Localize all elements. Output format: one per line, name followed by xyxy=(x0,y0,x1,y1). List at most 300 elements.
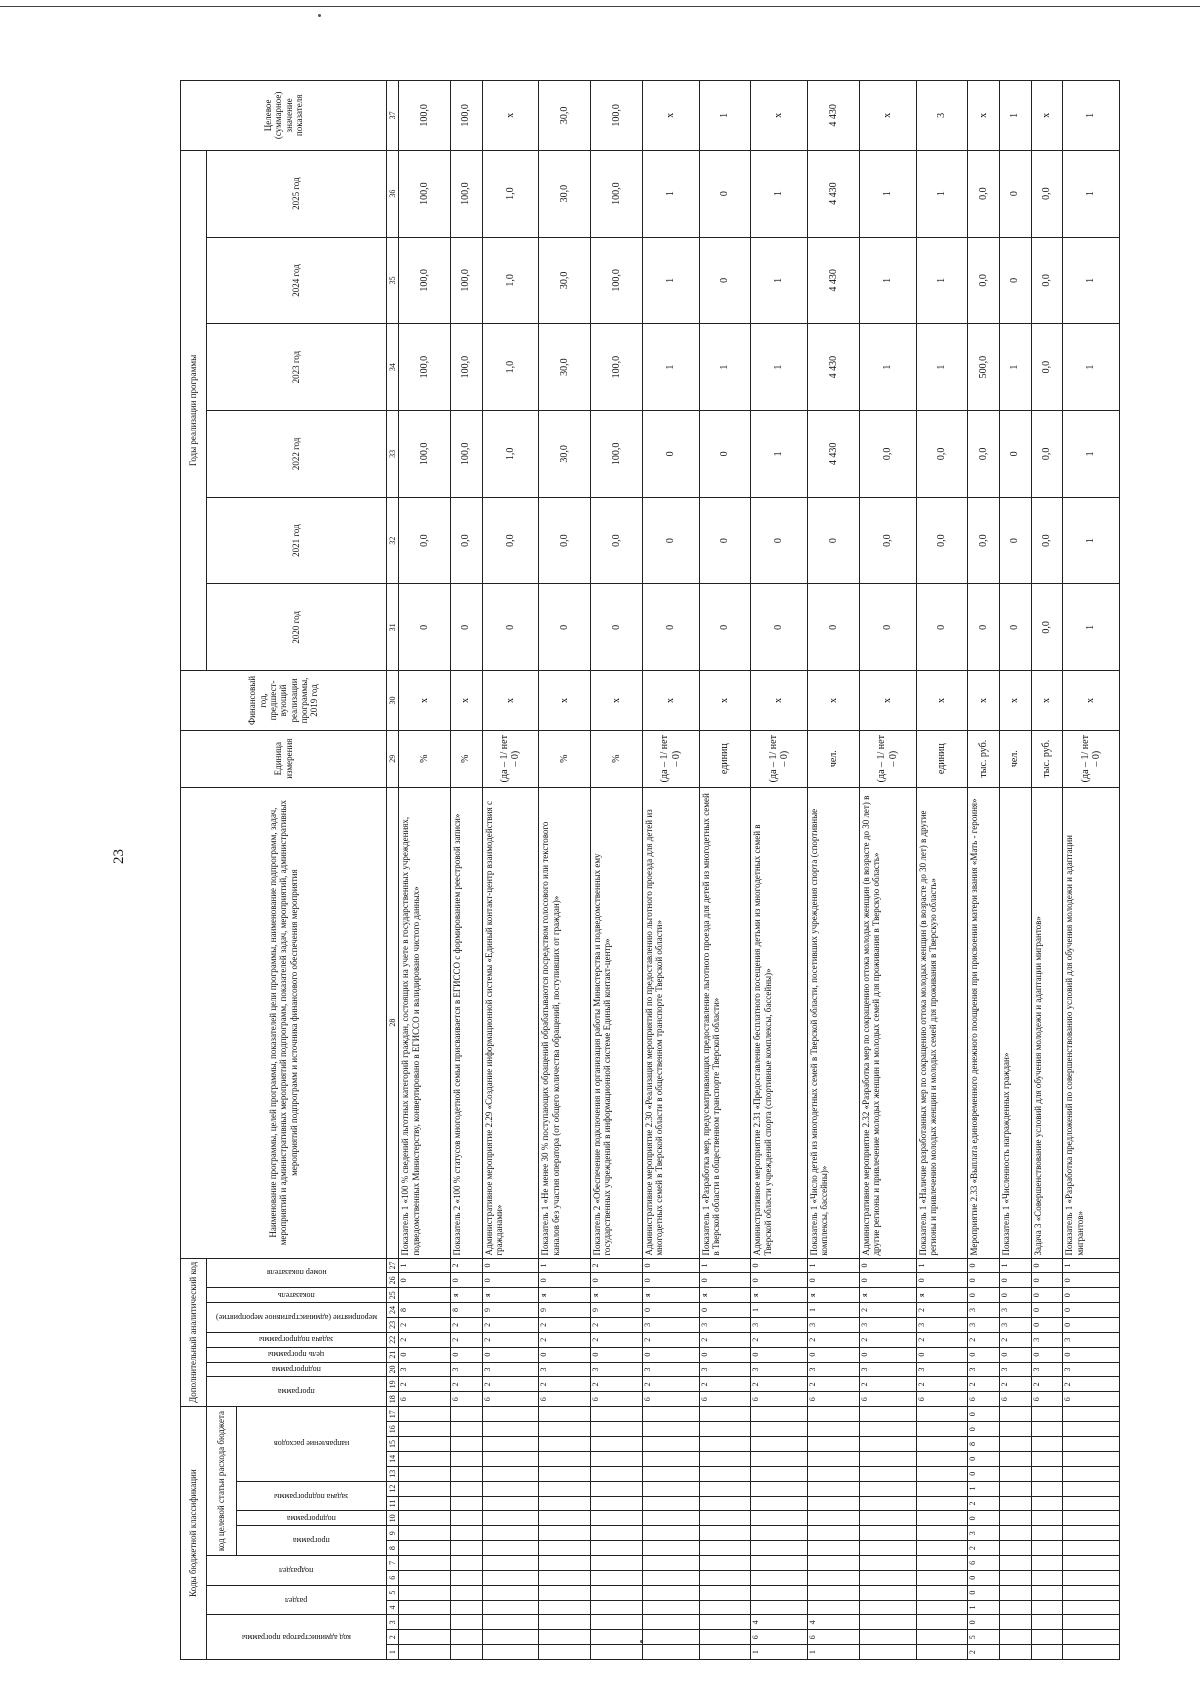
code-digit xyxy=(642,1496,699,1511)
code-digit xyxy=(859,1451,916,1466)
row-year-value: 0,0 xyxy=(859,411,916,498)
row-2019: х xyxy=(539,671,591,730)
code-digit xyxy=(1031,1645,1063,1660)
code-digit: 0 xyxy=(968,1570,1000,1585)
code-digit xyxy=(399,1451,451,1466)
column-number: 7 xyxy=(387,1555,399,1570)
code-digit xyxy=(482,1481,539,1496)
code-digit: 3 xyxy=(1031,1362,1063,1377)
code-digit xyxy=(642,1407,699,1422)
code-digit: 0 xyxy=(642,1273,699,1288)
row-year-value: 0 xyxy=(808,497,860,584)
row-unit: (да – 1/ нет – 0) xyxy=(751,730,808,787)
code-digit xyxy=(642,1570,699,1585)
code-digit: 0 xyxy=(699,1273,751,1288)
target-task-header-text: задача подпрограммы xyxy=(274,1491,349,1501)
code-digit xyxy=(808,1541,860,1556)
code-digit xyxy=(450,1555,482,1570)
code-digit xyxy=(642,1481,699,1496)
code-digit xyxy=(699,1496,751,1511)
code-digit: 0 xyxy=(482,1347,539,1362)
row-year-value: 1 xyxy=(1063,324,1120,411)
table-row xyxy=(539,81,591,1660)
code-digit xyxy=(642,1630,699,1645)
table-row xyxy=(699,81,751,1660)
code-digit: 0 xyxy=(999,1273,1031,1288)
code-digit: 2 xyxy=(399,1317,451,1332)
code-digit xyxy=(999,1585,1031,1600)
code-digit: 2 xyxy=(859,1332,916,1347)
row-description: Задача 3 «Совершенствование условий для обучения молодежи и адаптации мигрантов» xyxy=(1031,787,1063,1258)
code-digit xyxy=(591,1615,643,1630)
code-digit: 6 xyxy=(591,1392,643,1407)
row-unit: тыс. руб. xyxy=(1031,730,1063,787)
row-year-value: 0 xyxy=(916,584,968,671)
row-year-value: 100,0 xyxy=(450,324,482,411)
code-digit xyxy=(916,1645,968,1660)
row-unit: % xyxy=(399,730,451,787)
code-digit xyxy=(539,1481,591,1496)
code-digit xyxy=(999,1645,1031,1660)
code-digit xyxy=(450,1496,482,1511)
code-digit: 0 xyxy=(591,1273,643,1288)
column-number: 18 xyxy=(387,1392,399,1407)
row-year-value: 100,0 xyxy=(591,237,643,324)
code-digit xyxy=(1031,1570,1063,1585)
code-digit xyxy=(808,1437,860,1452)
code-digit: 0 xyxy=(642,1258,699,1273)
code-digit xyxy=(450,1481,482,1496)
code-digit xyxy=(859,1496,916,1511)
add-event-header-text: задача подпрограммы xyxy=(259,1335,334,1345)
code-digit xyxy=(642,1466,699,1481)
name-header: Наименование программы, целей программы, показателей цели программы, наименование подпрограмм, задач, мероприятий и административных мероприятий подпрограмм, показателей задач, мероприятий, административных мероприятий подпрограмм и источника финансового обеспечения мероприятия xyxy=(181,787,387,1258)
code-digit xyxy=(591,1526,643,1541)
admin-code-header xyxy=(207,1615,387,1660)
code-digit: 0 xyxy=(1063,1347,1120,1362)
code-digit: 2 xyxy=(999,1377,1031,1392)
row-year-value: 100,0 xyxy=(591,411,643,498)
row-description: Показатель 1 «Численность награжденных граждан» xyxy=(999,787,1031,1258)
code-digit xyxy=(916,1600,968,1615)
code-digit xyxy=(450,1451,482,1466)
row-year-value: 0 xyxy=(482,584,539,671)
row-year-value: 1 xyxy=(1063,584,1120,671)
code-digit: 3 xyxy=(968,1526,1000,1541)
code-digit xyxy=(916,1541,968,1556)
row-year-value: 100,0 xyxy=(399,150,451,237)
code-digit xyxy=(1031,1437,1063,1452)
code-digit xyxy=(751,1437,808,1452)
row-year-value: 4 430 xyxy=(808,411,860,498)
code-digit xyxy=(539,1466,591,1481)
code-digit: 0 xyxy=(1031,1303,1063,1318)
row-year-value: 0 xyxy=(699,584,751,671)
row-year-value: 0 xyxy=(450,584,482,671)
code-digit xyxy=(699,1600,751,1615)
row-year-value: 1 xyxy=(916,237,968,324)
code-digit: 2 xyxy=(1031,1377,1063,1392)
code-digit: 2 xyxy=(859,1303,916,1318)
code-digit xyxy=(808,1466,860,1481)
code-digit xyxy=(482,1630,539,1645)
code-digit xyxy=(642,1645,699,1660)
code-digit: 2 xyxy=(482,1317,539,1332)
code-digit: 3 xyxy=(642,1362,699,1377)
code-digit: 0 xyxy=(642,1303,699,1318)
code-digit xyxy=(699,1526,751,1541)
code-digit: 6 xyxy=(1063,1392,1120,1407)
row-year-value: 1,0 xyxy=(482,411,539,498)
row-year-value: 1 xyxy=(916,324,968,411)
code-digit: 0 xyxy=(916,1273,968,1288)
code-digit: 3 xyxy=(808,1362,860,1377)
add-subprogram-header xyxy=(207,1362,387,1377)
row-year-value: 1 xyxy=(859,324,916,411)
code-digit xyxy=(916,1437,968,1452)
target-task-header xyxy=(237,1481,387,1511)
row-2019: х xyxy=(968,671,1000,730)
row-year-value: 0,0 xyxy=(1031,411,1063,498)
code-digit: 3 xyxy=(808,1317,860,1332)
code-digit: 0 xyxy=(859,1258,916,1273)
code-digit: 0 xyxy=(968,1466,1000,1481)
column-number: 30 xyxy=(387,671,399,730)
column-number: 27 xyxy=(387,1258,399,1273)
code-digit: 0 xyxy=(1031,1347,1063,1362)
row-2019: х xyxy=(808,671,860,730)
code-digit: 2 xyxy=(699,1377,751,1392)
code-digit xyxy=(999,1466,1031,1481)
code-digit xyxy=(808,1526,860,1541)
code-digit xyxy=(699,1645,751,1660)
code-digit: 2 xyxy=(751,1332,808,1347)
code-digit xyxy=(399,1570,451,1585)
target-subprogram-header-text: подпрограмма xyxy=(287,1513,336,1523)
code-digit xyxy=(591,1466,643,1481)
code-digit xyxy=(859,1630,916,1645)
section-header xyxy=(207,1585,387,1615)
code-digit: 1 xyxy=(751,1645,808,1660)
table-row xyxy=(591,81,643,1660)
code-digit xyxy=(1031,1466,1063,1481)
row-year-value: 0 xyxy=(591,584,643,671)
code-digit xyxy=(1063,1437,1120,1452)
code-digit xyxy=(751,1407,808,1422)
row-year-value: 1 xyxy=(999,324,1031,411)
row-unit: (да – 1/ нет – 0) xyxy=(642,730,699,787)
code-digit xyxy=(482,1422,539,1437)
code-digit xyxy=(1063,1496,1120,1511)
target-program-header xyxy=(237,1526,387,1556)
code-digit: 2 xyxy=(591,1377,643,1392)
code-digit xyxy=(1063,1541,1120,1556)
code-digit xyxy=(539,1496,591,1511)
code-digit: 2 xyxy=(699,1332,751,1347)
row-year-value: 0,0 xyxy=(482,497,539,584)
code-digit: 8 xyxy=(450,1303,482,1318)
row-year-value: 0 xyxy=(642,584,699,671)
code-digit: я xyxy=(642,1288,699,1303)
code-digit: 2 xyxy=(399,1377,451,1392)
code-digit xyxy=(450,1407,482,1422)
row-description: Показатель 1 «Наличие разработанных мер по сокращению оттока молодых женщин (в возрасте до 30 лет) в другие регионы и привлечению молодых женщин и молодых семей для проживания в Тверскую область» xyxy=(916,787,968,1258)
row-year-value: 0 xyxy=(999,150,1031,237)
code-digit xyxy=(699,1630,751,1645)
code-digit xyxy=(916,1496,968,1511)
target-direction-header xyxy=(237,1407,387,1482)
code-digit: 4 xyxy=(751,1615,808,1630)
code-digit: 3 xyxy=(999,1303,1031,1318)
code-digit: 3 xyxy=(999,1317,1031,1332)
code-digit: 0 xyxy=(1031,1288,1063,1303)
row-year-value: 0 xyxy=(699,411,751,498)
code-digit xyxy=(591,1585,643,1600)
code-digit: 0 xyxy=(751,1347,808,1362)
code-digit xyxy=(751,1526,808,1541)
code-digit xyxy=(859,1511,916,1526)
code-digit xyxy=(916,1555,968,1570)
column-number: 28 xyxy=(387,787,399,1258)
code-digit: 2 xyxy=(591,1258,643,1273)
code-digit xyxy=(591,1630,643,1645)
code-digit xyxy=(399,1437,451,1452)
row-year-value: 30,0 xyxy=(539,324,591,411)
code-digit: 1 xyxy=(968,1481,1000,1496)
row-year-value: 1 xyxy=(751,150,808,237)
table-row xyxy=(916,81,968,1660)
code-digit xyxy=(1063,1570,1120,1585)
row-year-value: 0 xyxy=(999,584,1031,671)
code-digit xyxy=(450,1437,482,1452)
code-digit: 2 xyxy=(450,1332,482,1347)
row-year-value: 4 430 xyxy=(808,324,860,411)
code-digit: 1 xyxy=(808,1645,860,1660)
row-year-value: 1 xyxy=(642,150,699,237)
code-digit xyxy=(399,1645,451,1660)
column-number: 29 xyxy=(387,730,399,787)
code-digit xyxy=(999,1422,1031,1437)
code-digit xyxy=(859,1466,916,1481)
code-digit xyxy=(999,1481,1031,1496)
code-digit xyxy=(482,1570,539,1585)
code-digit: 2 xyxy=(968,1377,1000,1392)
code-digit: я xyxy=(916,1288,968,1303)
code-digit xyxy=(916,1407,968,1422)
years-header: Годы реализации программы xyxy=(181,150,207,670)
code-digit xyxy=(916,1481,968,1496)
row-description: Показатель 2 «Обеспечение подключения и организация работы Министерства и подведомственных ему государственных учреждений в информационной системе Единый контакт-центр» xyxy=(591,787,643,1258)
row-unit: чел. xyxy=(808,730,860,787)
row-year-value: 100,0 xyxy=(450,411,482,498)
column-number: 32 xyxy=(387,497,399,584)
code-digit: 6 xyxy=(450,1392,482,1407)
additional-code-header: Дополнительный аналитический код xyxy=(181,1258,207,1407)
code-digit xyxy=(1031,1526,1063,1541)
target-header: Целевое (суммарное) значение показателя xyxy=(181,81,387,151)
code-digit xyxy=(859,1481,916,1496)
code-digit xyxy=(751,1541,808,1556)
code-digit: 2 xyxy=(916,1332,968,1347)
code-digit xyxy=(642,1615,699,1630)
code-digit: 0 xyxy=(1063,1317,1120,1332)
subsection-header-text: подраздел xyxy=(279,1565,314,1575)
code-digit xyxy=(1031,1422,1063,1437)
code-digit xyxy=(399,1422,451,1437)
code-digit xyxy=(916,1422,968,1437)
table-row xyxy=(968,81,1000,1660)
row-target: 100,0 xyxy=(399,81,451,151)
code-digit: я xyxy=(699,1288,751,1303)
code-digit xyxy=(539,1541,591,1556)
code-digit xyxy=(539,1585,591,1600)
row-year-value: 1 xyxy=(1063,411,1120,498)
code-digit xyxy=(591,1451,643,1466)
code-digit xyxy=(999,1630,1031,1645)
code-digit xyxy=(482,1437,539,1452)
code-digit xyxy=(642,1422,699,1437)
code-digit xyxy=(591,1407,643,1422)
column-number: 1 xyxy=(387,1645,399,1660)
code-digit xyxy=(591,1555,643,1570)
column-number: 36 xyxy=(387,150,399,237)
code-digit xyxy=(482,1511,539,1526)
code-digit xyxy=(1063,1585,1120,1600)
row-year-value: 0,0 xyxy=(916,497,968,584)
column-number: 13 xyxy=(387,1466,399,1481)
subsection-header xyxy=(207,1555,387,1585)
code-digit xyxy=(751,1422,808,1437)
code-digit xyxy=(482,1645,539,1660)
scan-speck xyxy=(318,14,321,17)
row-description: Показатель 1 «Разработка предложений по совершенствованию условий для обучения молодежи и адаптации мигрантов» xyxy=(1063,787,1120,1258)
unit-header: Единица измерения xyxy=(181,730,387,787)
code-digit xyxy=(699,1615,751,1630)
code-digit: 2 xyxy=(539,1377,591,1392)
code-digit: 6 xyxy=(699,1392,751,1407)
column-number: 9 xyxy=(387,1526,399,1541)
row-year-value: 1 xyxy=(751,411,808,498)
code-digit xyxy=(1031,1615,1063,1630)
column-number: 6 xyxy=(387,1570,399,1585)
code-digit xyxy=(450,1630,482,1645)
code-digit xyxy=(808,1451,860,1466)
row-year-value: 0 xyxy=(642,497,699,584)
code-digit: 0 xyxy=(399,1273,451,1288)
code-digit xyxy=(808,1600,860,1615)
code-digit xyxy=(539,1570,591,1585)
code-digit: 8 xyxy=(968,1437,1000,1452)
code-digit xyxy=(539,1600,591,1615)
row-description: Показатель 1 «Не менее 30 % поступающих обращений обрабатываются посредством голосового или текстового каналов без участия оператора (от общего количества обращений, поступивших от граждан)» xyxy=(539,787,591,1258)
row-2019: х xyxy=(482,671,539,730)
code-digit: 6 xyxy=(968,1392,1000,1407)
code-digit: 0 xyxy=(968,1615,1000,1630)
code-digit xyxy=(399,1615,451,1630)
column-number: 14 xyxy=(387,1451,399,1466)
row-year-value: 100,0 xyxy=(591,150,643,237)
column-number: 35 xyxy=(387,237,399,324)
code-digit xyxy=(539,1511,591,1526)
code-digit xyxy=(399,1630,451,1645)
code-digit xyxy=(999,1511,1031,1526)
code-digit: 3 xyxy=(751,1362,808,1377)
code-digit xyxy=(751,1570,808,1585)
code-digit: 0 xyxy=(968,1273,1000,1288)
table-row xyxy=(859,81,916,1660)
code-digit: 3 xyxy=(450,1362,482,1377)
code-digit: 6 xyxy=(808,1630,860,1645)
row-year-value: 500,0 xyxy=(968,324,1000,411)
code-digit: 2 xyxy=(399,1332,451,1347)
row-year-value: 0 xyxy=(751,497,808,584)
row-year-value: 0,0 xyxy=(859,497,916,584)
add-type-header xyxy=(207,1288,387,1303)
code-digit xyxy=(539,1422,591,1437)
code-digit: 0 xyxy=(699,1303,751,1318)
page-number: 23 xyxy=(111,849,127,864)
code-digit: 3 xyxy=(1031,1332,1063,1347)
code-digit xyxy=(1031,1407,1063,1422)
code-digit xyxy=(859,1555,916,1570)
row-target: 100,0 xyxy=(450,81,482,151)
code-digit xyxy=(1063,1422,1120,1437)
code-digit: 9 xyxy=(482,1303,539,1318)
row-target: 1 xyxy=(999,81,1031,151)
code-digit: 0 xyxy=(1031,1258,1063,1273)
code-digit xyxy=(1063,1451,1120,1466)
program-indicators-table xyxy=(180,80,1120,1660)
row-2019: х xyxy=(751,671,808,730)
row-target: 100,0 xyxy=(591,81,643,151)
code-digit: 2 xyxy=(859,1377,916,1392)
add-event-header xyxy=(207,1332,387,1347)
year-header-2024: 2024 год xyxy=(207,237,387,324)
code-digit: 0 xyxy=(482,1258,539,1273)
add-subprogram-header-text: подпрограмма xyxy=(272,1365,321,1375)
code-digit xyxy=(591,1437,643,1452)
row-unit: тыс. руб. xyxy=(968,730,1000,787)
row-2019: х xyxy=(999,671,1031,730)
row-year-value: 0,0 xyxy=(539,497,591,584)
code-digit xyxy=(999,1600,1031,1615)
code-digit xyxy=(399,1526,451,1541)
column-number: 37 xyxy=(387,81,399,151)
code-digit xyxy=(642,1451,699,1466)
code-digit xyxy=(450,1585,482,1600)
code-digit: 3 xyxy=(859,1362,916,1377)
code-digit xyxy=(482,1451,539,1466)
code-digit xyxy=(1063,1511,1120,1526)
code-digit: 3 xyxy=(591,1362,643,1377)
table-row xyxy=(808,81,860,1660)
code-digit: 0 xyxy=(916,1347,968,1362)
add-task-header xyxy=(207,1347,387,1362)
target-program-header-text: программа xyxy=(293,1536,330,1546)
code-digit xyxy=(450,1615,482,1630)
code-digit xyxy=(482,1541,539,1556)
code-digit xyxy=(399,1585,451,1600)
code-digit: 3 xyxy=(1063,1332,1120,1347)
code-digit: я xyxy=(482,1288,539,1303)
code-digit xyxy=(808,1555,860,1570)
code-digit xyxy=(539,1437,591,1452)
column-number: 17 xyxy=(387,1407,399,1422)
row-year-value: 100,0 xyxy=(399,411,451,498)
row-description: Показатель 1 «Число детей из многодетных семей в Тверской области, посетивших учреждения спорта (спортивные комплексы, бассейны)» xyxy=(808,787,860,1258)
code-digit xyxy=(591,1481,643,1496)
add-program-header xyxy=(207,1377,387,1407)
